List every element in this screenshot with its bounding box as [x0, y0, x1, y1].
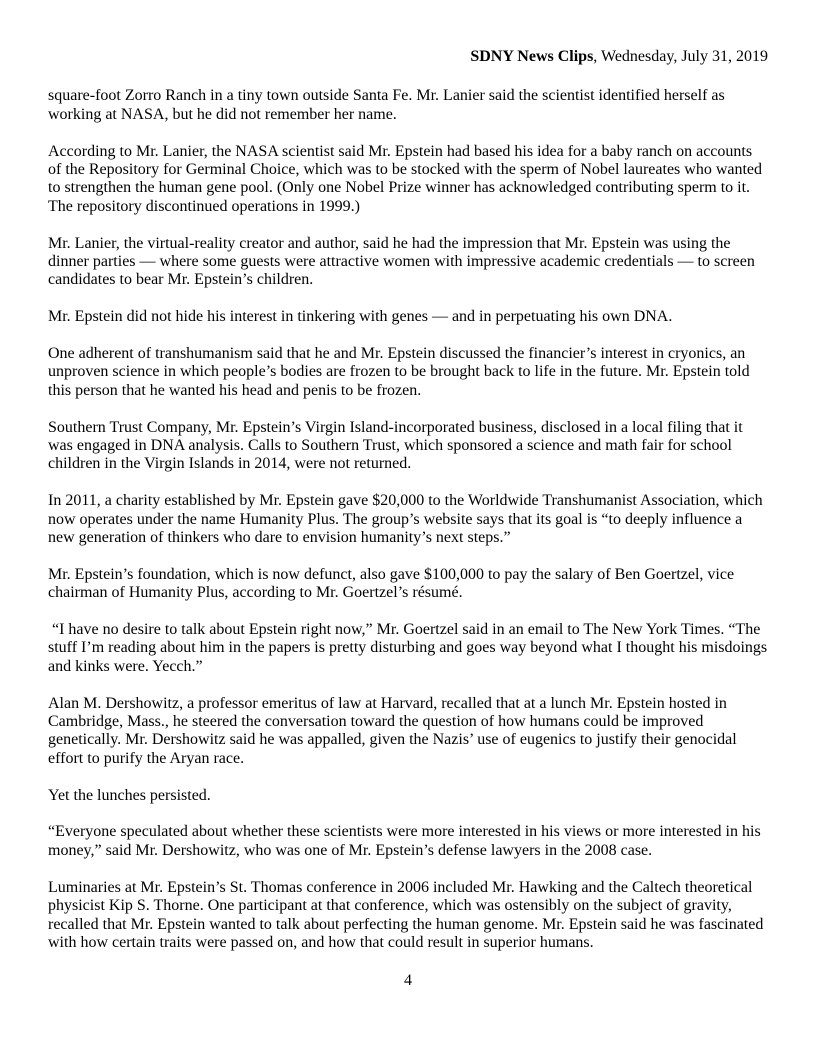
document-header [48, 48, 768, 66]
paragraph: Luminaries at Mr. Epstein’s St. Thomas conference in 2006 included Mr. Hawking and the Caltech theoretical physicist Kip S. Thorne. One participant at that conference, which was ostensibly on the subject of gravity, recalled that Mr. Epstein wanted to talk about perfecting the human genome. Mr. Epstein said he was fascinated with how certain traits were passed on, and how that could result in superior humans. [48, 878, 768, 951]
page-number: 4 [404, 971, 412, 989]
paragraph: According to Mr. Lanier, the NASA scientist said Mr. Epstein had based his idea for a baby ranch on accounts of the Repository for Germinal Choice, which was to be stocked with the sperm of Nobel laureates who wanted to strengthen the human gene pool. (Only one Nobel Prize winner has acknowledged contributing sperm to it. The repository discontinued operations in 1999.) [48, 142, 767, 215]
header-date: , Wednesday, July 31, 2019 [593, 48, 768, 65]
paragraph: Southern Trust Company, Mr. Epstein’s Virgin Island-incorporated business, disclosed in a local filing that it was engaged in DNA analysis. Calls to Southern Trust, which sponsored a science and math fair for school children in the Virgin Islands in 2014, were not returned. [48, 418, 747, 473]
paragraph: “I have no desire to talk about Epstein right now,” Mr. Goertzel said in an email to The New York Times. “The stuff I’m reading about him in the papers is pretty disturbing and goes way beyond what I thought his misdoings and kinks were. Yecch.” [48, 621, 772, 675]
document-body [48, 87, 772, 952]
paragraph: One adherent of transhumanism said that he and Mr. Epstein discussed the financier’s interest in cryonics, an unproven science in which people’s bodies are frozen to be brought back to life in the future. Mr. Epstein told this person that he wanted his head and penis to be frozen. [48, 345, 754, 399]
paragraph: In 2011, a charity established by Mr. Epstein gave $20,000 to the Worldwide Transhumanist Association, which now operates under the name Humanity Plus. The group’s website says that its goal is “to deeply influence a new generation of thinkers who dare to envision humanity’s next steps.” [48, 492, 767, 547]
paragraph: Alan M. Dershowitz, a professor emeritus of law at Harvard, recalled that at a lunch Mr. Epstein hosted in Cambridge, Mass., he steered the conversation toward the question of how humans could be improved genetically. Mr. Dershowitz said he was appalled, given the Nazis’ use of eugenics to justify their genocidal effort to purify the Aryan race. [48, 694, 741, 767]
paragraph: Mr. Epstein’s foundation, which is now defunct, also gave $100,000 to pay the salary of Ben Goertzel, vice chairman of Humanity Plus, according to Mr. Goertzel’s résumé. [48, 565, 739, 602]
paragraph: square-foot Zorro Ranch in a tiny town outside Santa Fe. Mr. Lanier said the scientist identified herself as working at NASA, but he did not remember her name. [48, 87, 729, 123]
paragraph: “Everyone speculated about whether these scientists were more interested in his views or more interested in his money,” said Mr. Dershowitz, who was one of Mr. Epstein’s defense lawyers in the 2008 case. [48, 823, 765, 859]
paragraph: Yet the lunches persisted. [48, 786, 211, 804]
paragraph: Mr. Lanier, the virtual-reality creator and author, said he had the impression that Mr. Epstein was using the dinner parties — where some guests were attractive women with impressive academic credentials — to screen candidates to bear Mr. Epstein’s children. [48, 234, 759, 289]
header-title: SDNY News Clips [470, 48, 594, 65]
paragraph: Mr. Epstein did not hide his interest in tinkering with genes — and in perpetuating his own DNA. [48, 308, 673, 326]
